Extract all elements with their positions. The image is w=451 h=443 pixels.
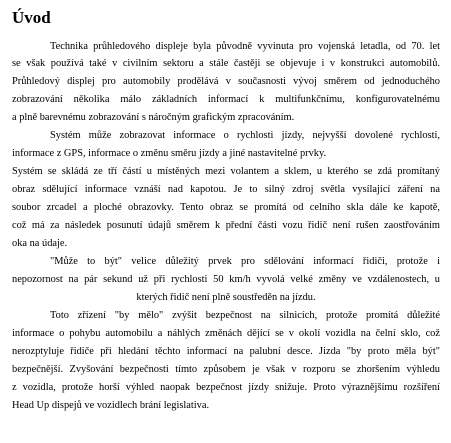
paragraph-line: oka na údaje. [12,238,68,249]
paragraph-line: Toto zřízení "by mělo" zvýšit bezpečnost na silnicích, protože promítá důležité [50,310,440,321]
paragraph-line: informace z GPS, informace o změnu směru jízdy a jiné nastavitelné prvky. [12,148,327,159]
paragraph-line: soubor zrcadel a ploché obrazovky. Tento obraz se promítá od celního skla dále ke kapotě, [12,202,440,213]
section-heading: Úvod [12,8,51,27]
paragraph-line: Head Up dispejů ve vozidlech brání legislativa. [12,400,210,411]
paragraph-line: Systém se skládá ze tří částí u místěných mezi volantem a sklem, u kterého se zdá promítaný [12,166,440,177]
paragraph-line: Systém může zobrazovat informace o rychlosti jízdy, nejvyšší dovolené rychlosti, [50,130,440,141]
paragraph-line: zobrazování několika málo základních informací k multifunkčnímu, konfigurovatelnému [12,94,440,105]
paragraph-line: informace o pohybu automobilu a náhlých změnách dějící se v okolí vozidla na čelní sklo, což [12,328,440,339]
paragraph-line: Průhledový displej pro automobily prodělává v současnosti vývoj směrem od jednoduchého [12,76,440,87]
paragraph-line: obraz sdělující informace vznáší nad kapotou. Je to silný zdroj světla vysílající záření na [12,184,440,195]
paragraph-line: se však používá také v civilním sektoru a stále častěji se objevuje i v konstrukci automobilů. [12,58,440,69]
paragraph-line: což má za následek posunutí údajů směrem k přední části vozu řidič není rušen zaostřováním [12,220,440,231]
paragraph-line: bezpečnější. Zvyšování bezpečnosti tímto způsobem je však v rozporu se zhoršením výhledu [12,364,440,375]
paragraph-line: nerozptyluje řidiče při hledání těchto informací na palubní desce. Jizda "by proto měla být" [12,346,440,357]
paragraph-line: a plně barevnému zobrazování s náročným grafickým zpracováním. [12,112,295,123]
paragraph-line: Technika průhledového displeje byla původně vyvinuta pro vojenská letadla, od 70. let [50,41,440,52]
paragraph-line: nepozornost na pár sekund už při rychlosti 50 km/h vyvolá velké změny ve vzdálenostech, u [12,274,440,285]
paragraph-line: "Může to být" velice důležitý prvek pro sdělování informací řidiči, protože i [50,256,440,267]
paragraph-line: z vozidla, protože horší výhled naopak bezpečnost jízdy snižuje. Proto výraznějšímu rozšíření [12,382,440,393]
paragraph-line: kterých řidič není plně soustředěn na jízdu. [136,292,316,303]
